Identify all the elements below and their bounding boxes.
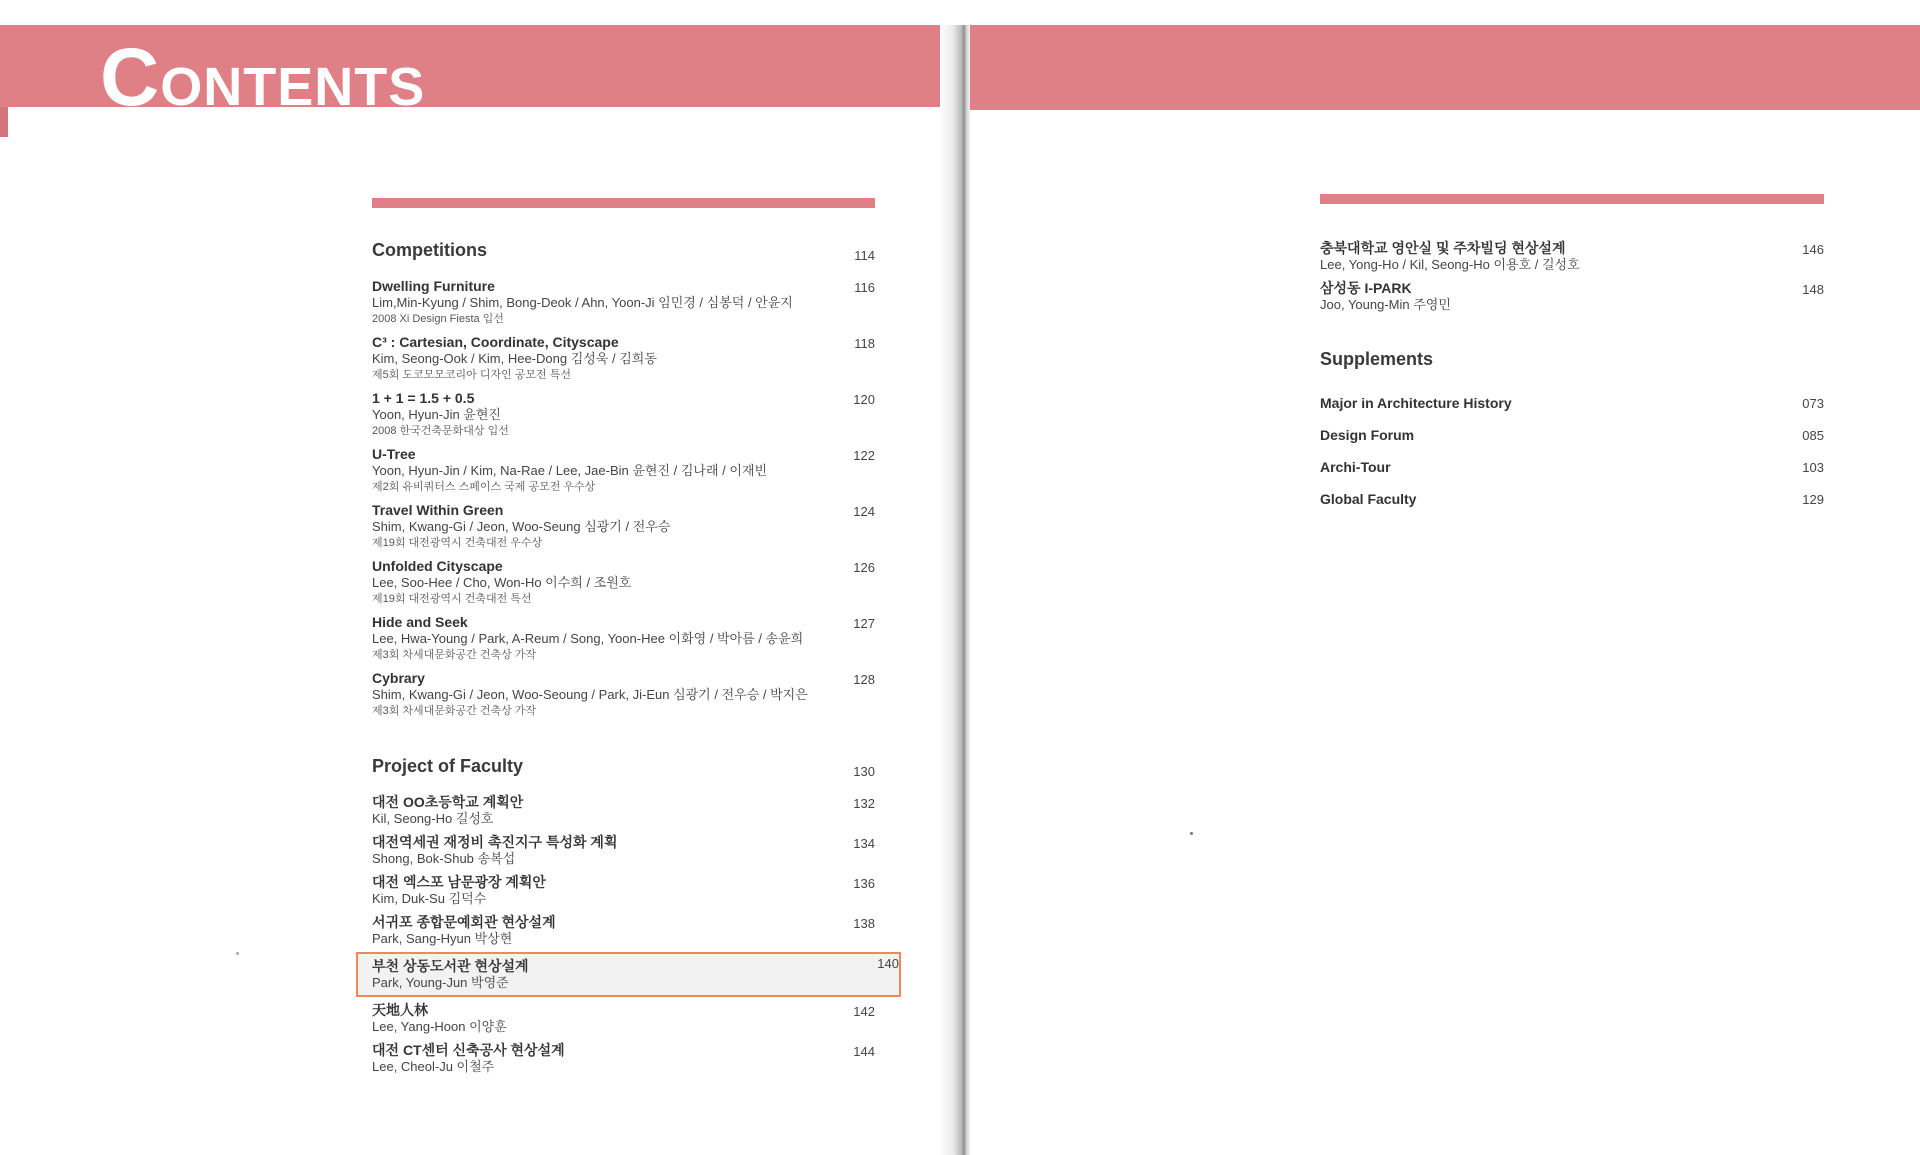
page-number: 148 xyxy=(1802,282,1824,297)
toc-entry[interactable] xyxy=(372,794,875,827)
entry-title: 충북대학교 영안실 및 주차빌딩 현상설계 xyxy=(1320,240,1566,256)
entry-title: 대전역세권 재정비 촉진지구 특성화 계획 xyxy=(372,834,618,850)
entry-title: 1 + 1 = 1.5 + 0.5 xyxy=(372,390,475,406)
page-edge xyxy=(0,107,8,137)
paper-speck xyxy=(236,952,239,955)
toc-entry[interactable] xyxy=(372,390,875,439)
section-title: Competitions xyxy=(372,240,487,260)
page-number: 127 xyxy=(853,616,875,631)
section-rule-left xyxy=(372,198,875,208)
supplement-label: Design Forum xyxy=(1320,427,1415,443)
toc-entry[interactable] xyxy=(372,614,875,663)
entry-authors: Lee, Soo-Hee / Cho, Won-Ho 이수희 / 조원호 xyxy=(372,575,632,590)
entry-title: 대전 엑스포 남문광장 계획안 xyxy=(372,874,546,890)
page-number: 136 xyxy=(853,876,875,891)
toc-entry[interactable] xyxy=(1320,280,1824,313)
entry-title: U-Tree xyxy=(372,446,416,462)
section-competitions xyxy=(372,240,875,270)
entry-title: C³ : Cartesian, Coordinate, Cityscape xyxy=(372,334,619,350)
book-gutter xyxy=(940,25,970,1155)
entry-title: Cybrary xyxy=(372,670,425,686)
section-rule-right xyxy=(1320,194,1824,204)
section-project-of-faculty xyxy=(372,756,875,786)
page-number: 132 xyxy=(853,796,875,811)
entry-authors: Yoon, Hyun-Jin / Kim, Na-Rae / Lee, Jae-Bin 윤현진 / 김나래 / 이재빈 xyxy=(372,463,768,478)
section-supplements xyxy=(1320,349,1824,379)
toc-entry[interactable] xyxy=(372,914,875,947)
entry-award: 2008 한국건축문화대상 입선 xyxy=(372,425,509,437)
page-number: 124 xyxy=(853,504,875,519)
entry-award: 제5회 도코모모코리아 디자인 공모전 특선 xyxy=(372,369,571,381)
entry-authors: Lim,Min-Kyung / Shim, Bong-Deok / Ahn, Yoon-Ji 임민경 / 심봉덕 / 안윤지 xyxy=(372,295,793,310)
entry-authors: Lee, Yong-Ho / Kil, Seong-Ho 이용호 / 길성호 xyxy=(1320,257,1580,272)
entry-title: Hide and Seek xyxy=(372,614,468,630)
entry-title: 대전 CT센터 신축공사 현상설계 xyxy=(372,1042,565,1058)
supplement-item[interactable] xyxy=(1320,427,1824,459)
toc-entry[interactable] xyxy=(372,670,875,719)
page-number: 120 xyxy=(853,392,875,407)
toc-right-column xyxy=(1320,240,1824,523)
page-number: 129 xyxy=(1802,492,1824,507)
entry-title: Dwelling Furniture xyxy=(372,278,495,294)
page-number: 128 xyxy=(853,672,875,687)
entry-authors: Shim, Kwang-Gi / Jeon, Woo-Seoung / Park, Ji-Eun 심광기 / 전우승 / 박지은 xyxy=(372,687,808,702)
entry-title: 서귀포 종합문예회관 현상설계 xyxy=(372,914,556,930)
entry-award: 제19회 대전광역시 건축대전 우수상 xyxy=(372,537,543,549)
entry-award: 제3회 차세대문화공간 건축상 가작 xyxy=(372,649,537,661)
entry-award: 2008 Xi Design Fiesta 입선 xyxy=(372,313,504,325)
entry-authors: Park, Young-Jun 박영준 xyxy=(372,975,509,990)
page-number: 146 xyxy=(1802,242,1824,257)
section-title: Supplements xyxy=(1320,349,1434,369)
entry-title: 부천 상동도서관 현상설계 xyxy=(372,958,529,974)
entry-title: 삼성동 I-PARK xyxy=(1320,280,1412,296)
entry-title: 天地人林 xyxy=(372,1002,428,1018)
entry-authors: Lee, Hwa-Young / Park, A-Reum / Song, Yoon-Hee 이화영 / 박아름 / 송윤희 xyxy=(372,631,804,646)
page-number: 073 xyxy=(1802,396,1824,411)
page-number: 144 xyxy=(853,1044,875,1059)
page-number: 134 xyxy=(853,836,875,851)
header-band-right xyxy=(968,25,1920,110)
toc-entry[interactable] xyxy=(372,278,875,327)
page-number: 114 xyxy=(854,248,875,263)
supplement-label: Global Faculty xyxy=(1320,491,1417,507)
page-number: 118 xyxy=(854,336,875,351)
toc-entry-highlighted[interactable] xyxy=(358,954,899,995)
entry-authors: Lee, Cheol-Ju 이철주 xyxy=(372,1059,495,1074)
toc-entry[interactable] xyxy=(372,1002,875,1035)
supplement-item[interactable] xyxy=(1320,459,1824,491)
entry-authors: Kim, Duk-Su 김덕수 xyxy=(372,891,487,906)
supplement-item[interactable] xyxy=(1320,395,1824,427)
section-title: Project of Faculty xyxy=(372,756,524,776)
toc-entry[interactable] xyxy=(372,446,875,495)
page-number: 122 xyxy=(853,448,875,463)
toc-entry[interactable] xyxy=(372,558,875,607)
entry-award: 제19회 대전광역시 건축대전 특선 xyxy=(372,593,532,605)
page-number: 116 xyxy=(854,280,875,295)
entry-authors: Kil, Seong-Ho 길성호 xyxy=(372,811,494,826)
entry-authors: Kim, Seong-Ook / Kim, Hee-Dong 김성욱 / 김희동 xyxy=(372,351,657,366)
entry-authors: Shong, Bok-Shub 송복섭 xyxy=(372,851,516,866)
page-number: 140 xyxy=(877,956,899,971)
entry-title: Travel Within Green xyxy=(372,502,504,518)
supplement-label: Major in Architecture History xyxy=(1320,395,1512,411)
entry-authors: Yoon, Hyun-Jin 윤현진 xyxy=(372,407,501,422)
entry-authors: Shim, Kwang-Gi / Jeon, Woo-Seung 심광기 / 전우승 xyxy=(372,519,671,534)
entry-title: 대전 OO초등학교 계획안 xyxy=(372,794,524,810)
toc-entry[interactable] xyxy=(372,334,875,383)
toc-entry[interactable] xyxy=(1320,240,1824,273)
paper-speck xyxy=(1190,832,1193,835)
page-number: 130 xyxy=(853,764,875,779)
entry-authors: Joo, Young-Min 주영민 xyxy=(1320,297,1451,312)
toc-entry[interactable] xyxy=(372,834,875,867)
supplement-item[interactable] xyxy=(1320,491,1824,523)
supplement-label: Archi-Tour xyxy=(1320,459,1391,475)
entry-title: Unfolded Cityscape xyxy=(372,558,503,574)
page-number: 103 xyxy=(1802,460,1824,475)
page-number: 085 xyxy=(1802,428,1824,443)
entry-authors: Lee, Yang-Hoon 이양훈 xyxy=(372,1019,507,1034)
page-number: 138 xyxy=(853,916,875,931)
page-title: CONTENTS xyxy=(100,32,426,123)
entry-authors: Park, Sang-Hyun 박상현 xyxy=(372,931,513,946)
page-number: 142 xyxy=(853,1004,875,1019)
page-number: 126 xyxy=(853,560,875,575)
toc-entry[interactable] xyxy=(372,874,875,907)
toc-entry[interactable] xyxy=(372,1042,875,1075)
toc-left-column xyxy=(372,240,899,1082)
toc-entry[interactable] xyxy=(372,502,875,551)
entry-award: 제3회 차세대문화공간 건축상 가작 xyxy=(372,705,537,717)
entry-award: 제2회 유비쿼터스 스페이스 국제 공모전 우수상 xyxy=(372,481,596,493)
